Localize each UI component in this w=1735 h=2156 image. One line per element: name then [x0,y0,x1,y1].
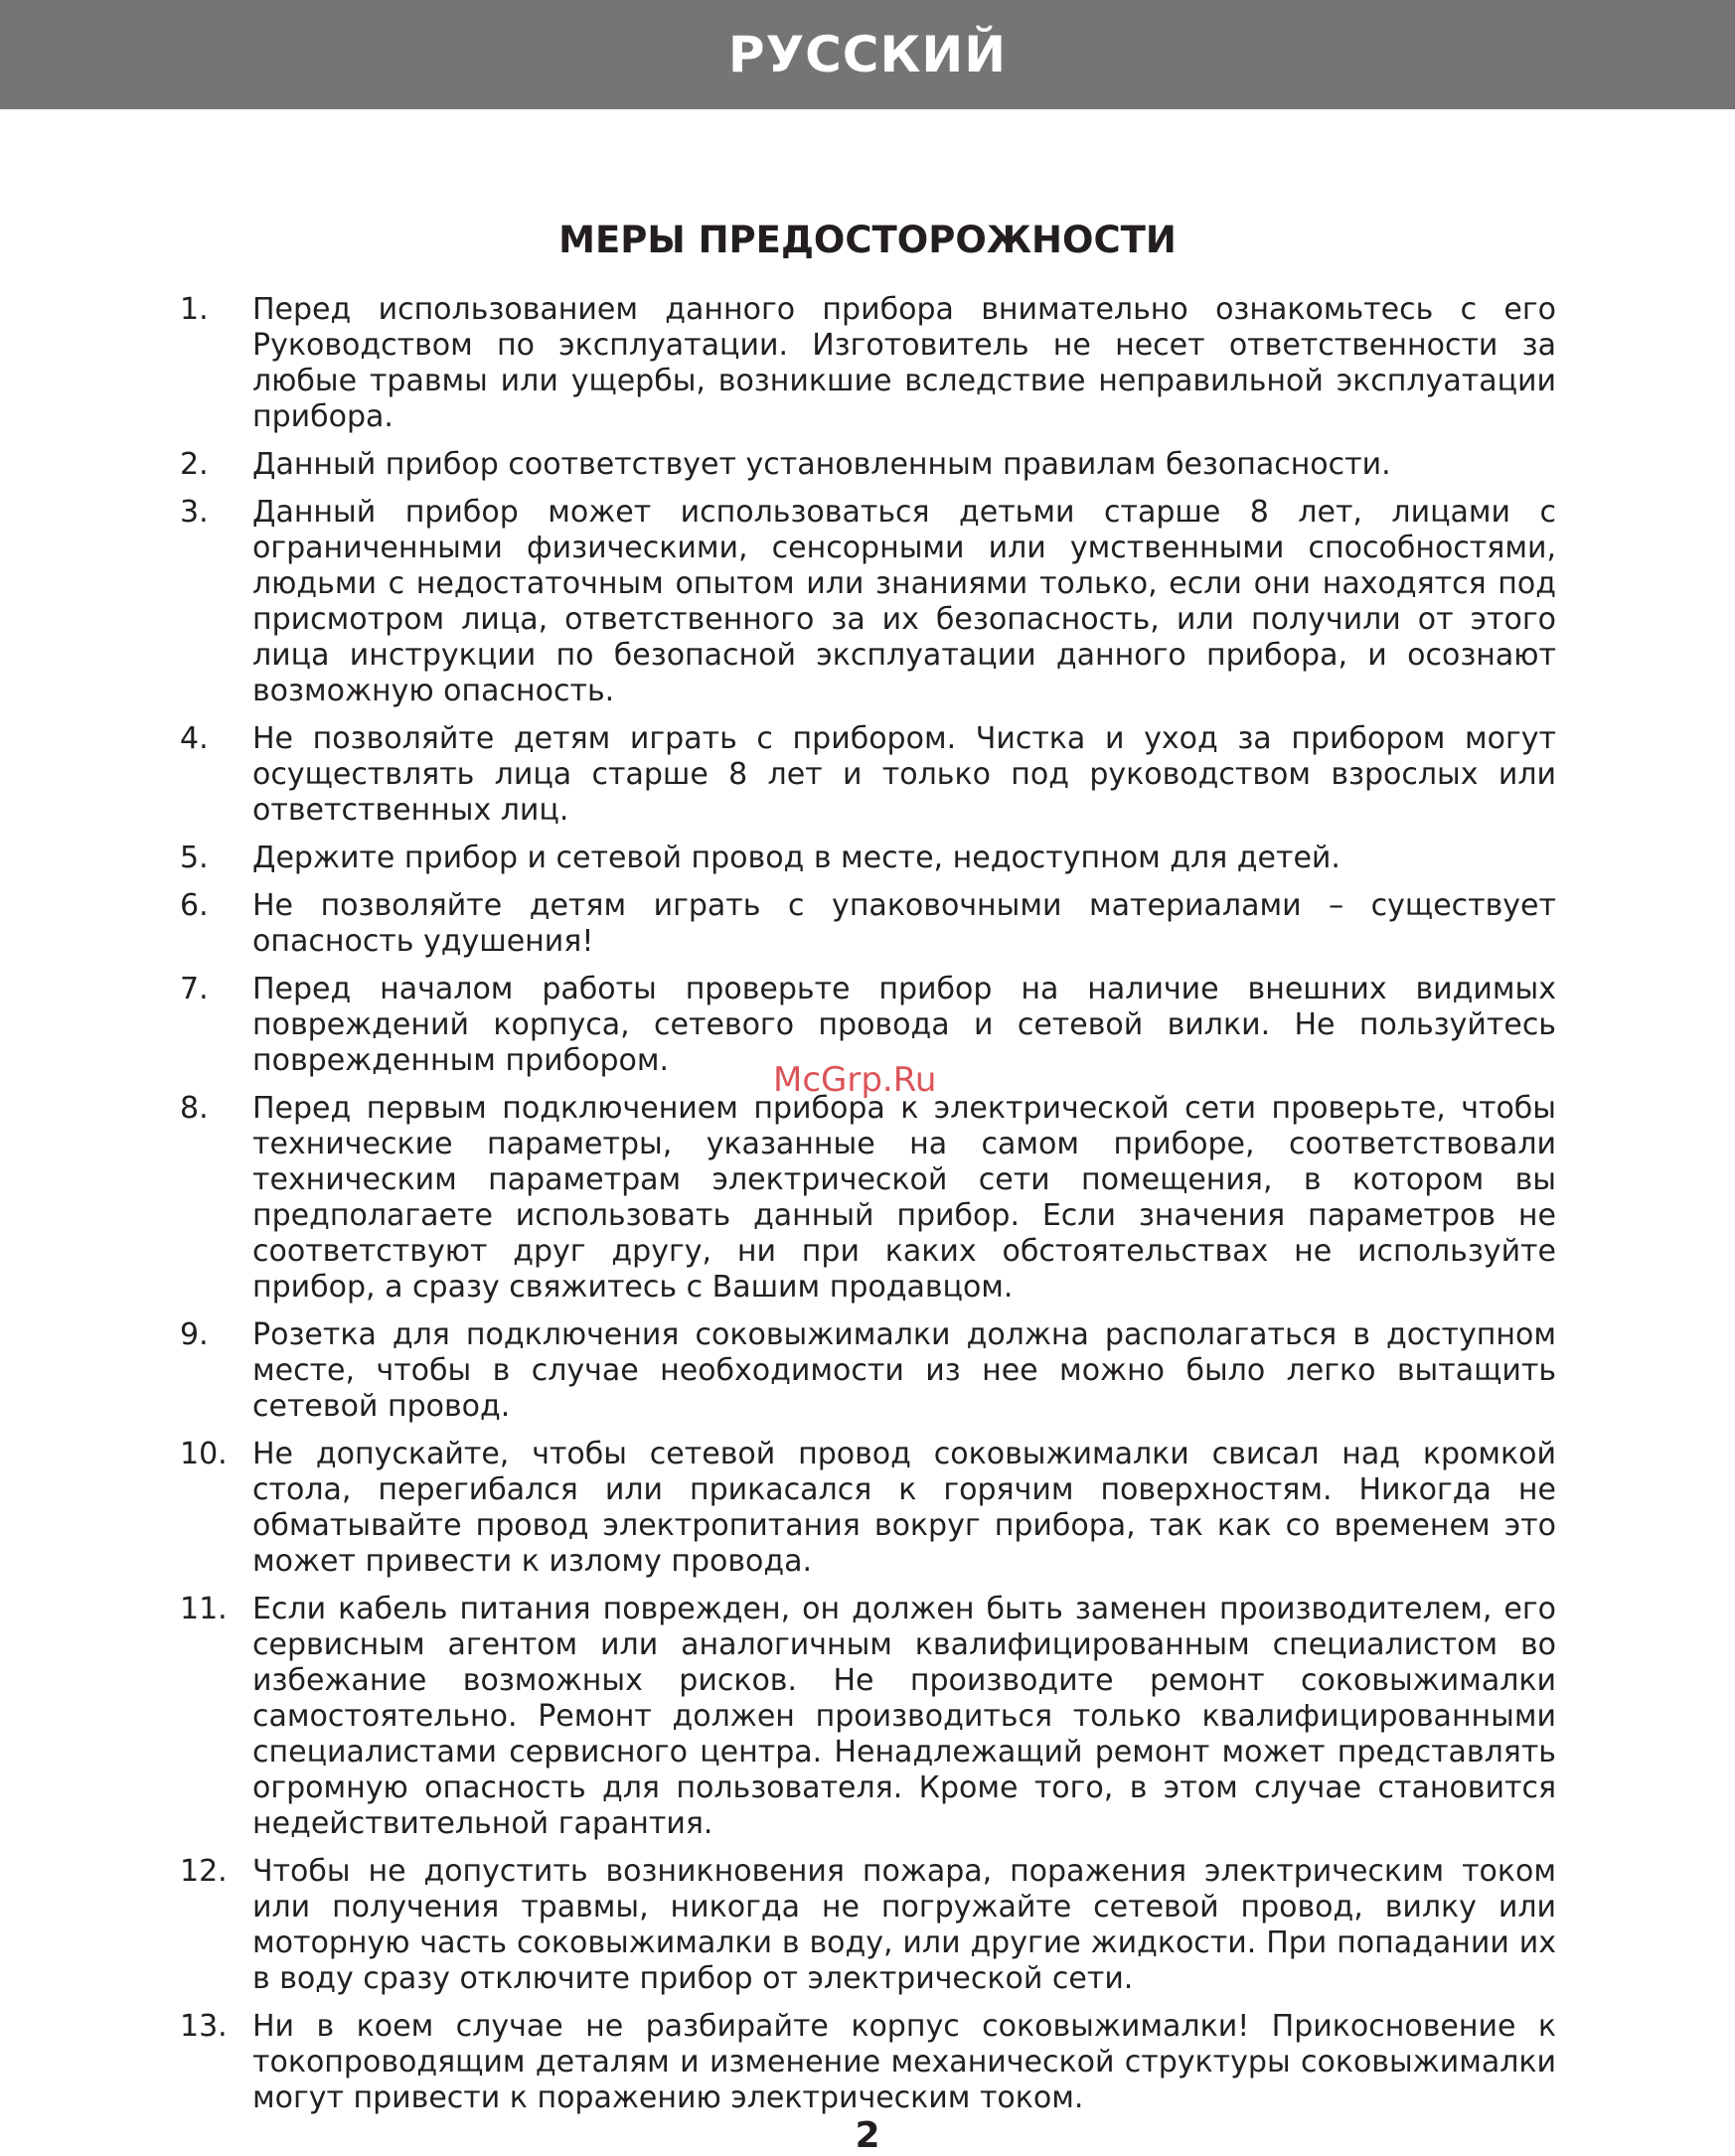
item-number: 6. [180,888,209,923]
item-number: 7. [180,972,209,1006]
item-number: 2. [180,447,209,482]
item-number: 11. [180,1592,228,1626]
item-number: 12. [180,1854,228,1889]
watermark-text: McGrp.Ru [773,1060,937,1100]
item-number: 8. [180,1091,209,1126]
item-text: Перед началом работы проверьте прибор на наличие внешних видимых повреждений корпуса, сетевого провода и сетевой вилки. Не пользуйтесь поврежденным прибором. [252,972,1556,1078]
item-text: Данный прибор соответствует установленным правилам безопасности. [252,447,1391,482]
section-title: МЕРЫ ПРЕДОСТОРОЖНОСТИ [558,219,1177,261]
page-number: 2 [855,2115,880,2156]
list-item [180,292,1556,435]
list-item [180,447,1556,483]
list-item [180,1317,1556,1425]
item-number: 4. [180,721,209,756]
list-item [180,888,1556,960]
item-number: 1. [180,292,209,327]
list-item [180,841,1556,876]
list-item [180,1437,1556,1580]
item-number: 13. [180,2009,228,2044]
item-text: Ни в коем случае не разбирайте корпус соковыжималки! Прикосновение к токопроводящим деталям и изменение механической структуры соковыжималки могут привести к поражению электрическим током. [252,2009,1556,2115]
item-text: Перед использованием данного прибора внимательно ознакомьтесь с его Руководством по эксплуатации. Изготовитель не несет ответственности за любые травмы или ущербы, возникшие вследствие неправильной эксплуатации прибора. [252,292,1556,434]
list-item [180,1854,1556,1997]
item-number: 10. [180,1437,228,1471]
language-label: РУССКИЙ [727,26,1008,83]
item-number: 3. [180,495,209,530]
item-number: 5. [180,841,209,875]
language-banner [0,0,1735,109]
item-text: Если кабель питания поврежден, он должен быть заменен производителем, его сервисным агентом или аналогичным квалифицированным специалистом во избежание возможных рисков. Не производите ремонт соковыжималки самостоятельно. Ремонт должен производиться только квалифицированными специалистами сервисного центра. Ненадлежащий ремонт может представлять огромную опасность для пользователя. Кроме того, в этом случае становится недействительной гарантия. [252,1592,1556,1841]
item-text: Не позволяйте детям играть с прибором. Чистка и уход за прибором могут осуществлять лица старше 8 лет и только под руководством взрослых или ответственных лиц. [252,721,1556,828]
item-text: Держите прибор и сетевой провод в месте, недоступном для детей. [252,841,1341,875]
precautions-list [180,292,1556,2128]
list-item [180,2009,1556,2116]
item-text: Не позволяйте детям играть с упаковочными материалами – существует опасность удушения! [252,888,1556,959]
list-item [180,1091,1556,1306]
list-item [180,1592,1556,1842]
list-item [180,495,1556,709]
item-text: Перед первым подключением прибора к электрической сети проверьте, чтобы технические параметры, указанные на самом приборе, соответствовали техническим параметрам электрической сети помещения, в котором вы предполагаете использовать данный прибор. Если значения параметров не соответствуют друг другу, ни при каких обстоятельствах не используйте прибор, а сразу свяжитесь с Вашим продавцом. [252,1091,1556,1305]
list-item [180,721,1556,829]
item-text: Чтобы не допустить возникновения пожара, поражения электрическим током или получения травмы, никогда не погружайте сетевой провод, вилку или моторную часть соковыжималки в воду, или другие жидкости. При попадании их в воду сразу отключите прибор от электрической сети. [252,1854,1556,1996]
item-text: Розетка для подключения соковыжималки должна располагаться в доступном месте, чтобы в случае необходимости из нее можно было легко вытащить сетевой провод. [252,1317,1556,1424]
item-text: Данный прибор может использоваться детьми старше 8 лет, лицами с ограниченными физическими, сенсорными или умственными способностями, людьми с недостаточным опытом или знаниями только, если они находятся под присмотром лица, ответственного за их безопасность, или получили от этого лица инструкции по безопасной эксплуатации данного прибора, и осознают возможную опасность. [252,495,1556,708]
item-number: 9. [180,1317,209,1352]
item-text: Не допускайте, чтобы сетевой провод соковыжималки свисал над кромкой стола, перегибался или прикасался к горячим поверхностям. Никогда не обматывайте провод электропитания вокруг прибора, так как со временем это может привести к излому провода. [252,1437,1556,1579]
